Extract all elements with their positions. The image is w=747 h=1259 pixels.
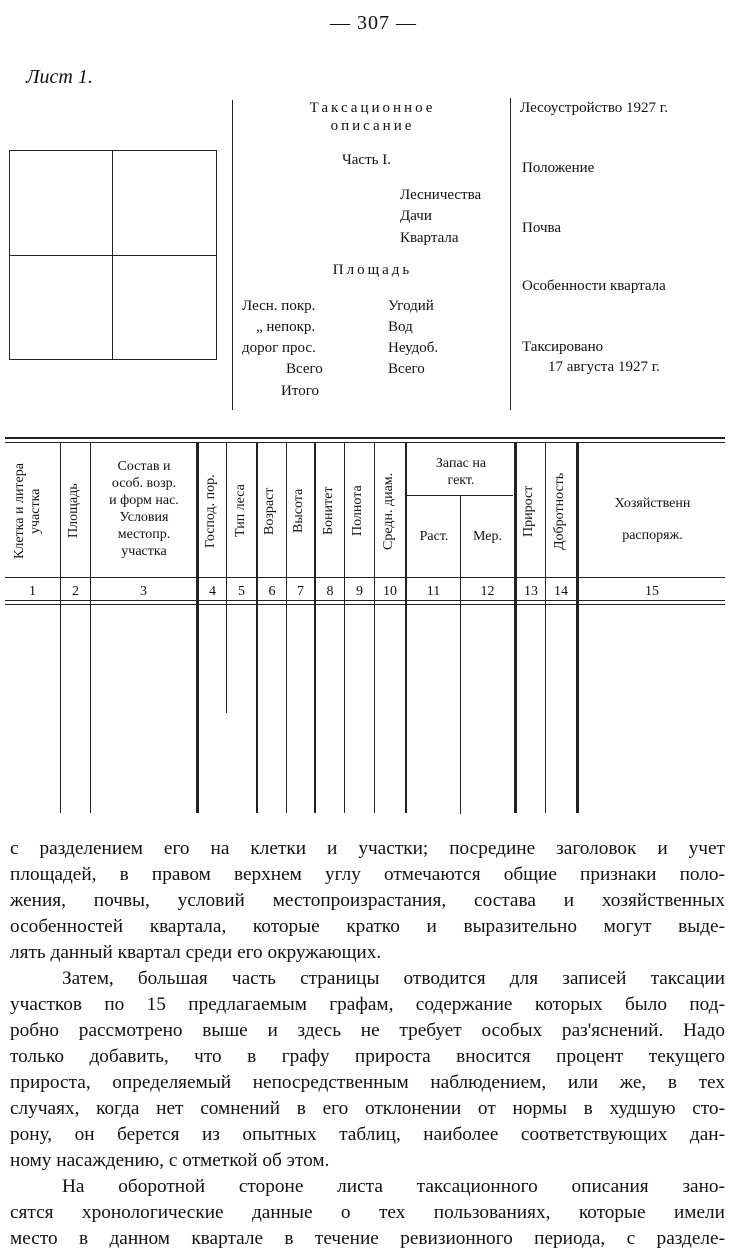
col-number-14: 14: [554, 584, 568, 599]
sheet-label: Лист 1.: [26, 66, 93, 88]
col-management: Хозяйственн распоряж.: [614, 496, 691, 543]
taxed-date: 17 августа 1927 г.: [548, 359, 660, 375]
col-measured: Мер.: [473, 529, 502, 544]
col-age: Возраст: [262, 487, 277, 535]
col-number-11: 11: [426, 584, 441, 599]
area-forest-uncovered: „ непокр.: [256, 319, 316, 335]
col-cell-letter: Клетка и литера участка: [12, 463, 43, 559]
area-lands: Угодий: [388, 298, 434, 314]
page-number: — 307 —: [330, 12, 417, 34]
area-total-left: Всего: [286, 361, 323, 377]
col-number-1: 1: [29, 584, 36, 599]
col-stock-per-ha: Запас на гект.: [435, 456, 487, 488]
col-number-4: 4: [209, 584, 216, 599]
col-quality-class: Бонитет: [321, 486, 336, 536]
col-dominant-species: Господ. пор.: [203, 474, 218, 548]
unit-block: Квартала: [400, 230, 459, 246]
area-water: Вод: [388, 319, 413, 335]
col-height: Высота: [291, 488, 306, 534]
paragraph-2: Затем, большая часть страницы отводится для записей таксации участков по 15 предлагаемым графам, содержание которых было под- робно рассмотрено выше и здесь не требует особых раз'яснений. Надо только добавить, что в графу прироста вносится процент текущего прироста, определяемый непосредственным наблюдением, или же, в тех случаях, когда нет сомнений в его отклонении от нормы в худшую сто- рону, он берется из опытных таблиц, наиболее соответствующих дан- ному насаждению, с отметкой об этом.: [10, 968, 725, 1171]
header-separator-right: [510, 98, 511, 410]
header-separator-left: [232, 100, 233, 410]
col-forest-type: Тип леса: [233, 484, 248, 538]
area-roads: дорог прос.: [242, 340, 316, 356]
taxed-label: Таксировано: [522, 339, 604, 355]
col-composition: Состав и особ. возр. и форм нас. Условия местопр. участка: [109, 459, 179, 559]
features-label: Особенности квартала: [522, 278, 666, 294]
unit-dacha: Дачи: [400, 208, 432, 224]
col-growing: Раст.: [419, 529, 449, 544]
map-grid: [9, 150, 217, 360]
area-title: Площадь: [332, 262, 413, 278]
col-number-13: 13: [524, 584, 538, 599]
position-label: Положение: [522, 160, 595, 176]
col-density: Полнота: [350, 485, 365, 537]
col-number-8: 8: [326, 584, 334, 599]
part-label: Часть I.: [342, 152, 391, 168]
col-number-9: 9: [356, 584, 363, 599]
col-mean-diameter: Средн. диам.: [381, 472, 396, 550]
area-grand-total: Итого: [281, 383, 319, 399]
col-number-5: 5: [238, 584, 245, 599]
forest-management-year: Лесоустройство 1927 г.: [520, 100, 669, 116]
paragraph-1: с разделением его на клетки и участки; посредине заголовок и учет площадей, в правом верхнем углу отмечаются общие признаки поло- жения, почвы, условий местопроизрастания, состава и хозяйственных особенностей квартала, которые кратко и выразительно могут выде- лять данный квартал среди его окружающих.: [10, 838, 725, 963]
col-number-3: 3: [140, 584, 147, 599]
col-number-12: 12: [480, 584, 495, 599]
paragraph-3: На оборотной стороне листа таксационного описания зано- сятся хронологические данные о тех пользованиях, которые имели место в данном квартале в течение ревизионного периода, с разделе-: [10, 1176, 725, 1249]
col-increment: Прирост: [521, 485, 536, 537]
col-number-10: 10: [383, 584, 397, 599]
col-number-6: 6: [268, 584, 276, 599]
soil-label: Почва: [522, 220, 562, 236]
area-forest-covered: Лесн. покр.: [242, 298, 316, 314]
area-unusable: Неудоб.: [388, 340, 439, 356]
col-number-2: 2: [72, 584, 79, 599]
unit-forestry: Лесничества: [400, 187, 482, 203]
title-line1: Таксационное: [309, 100, 436, 116]
title-line2: описание: [330, 118, 415, 134]
col-number-7: 7: [297, 584, 304, 599]
col-number-15: 15: [645, 584, 659, 599]
col-soundness: Добротность: [552, 472, 567, 550]
col-area: Площадь: [66, 483, 81, 539]
area-total-right: Всего: [388, 361, 425, 377]
